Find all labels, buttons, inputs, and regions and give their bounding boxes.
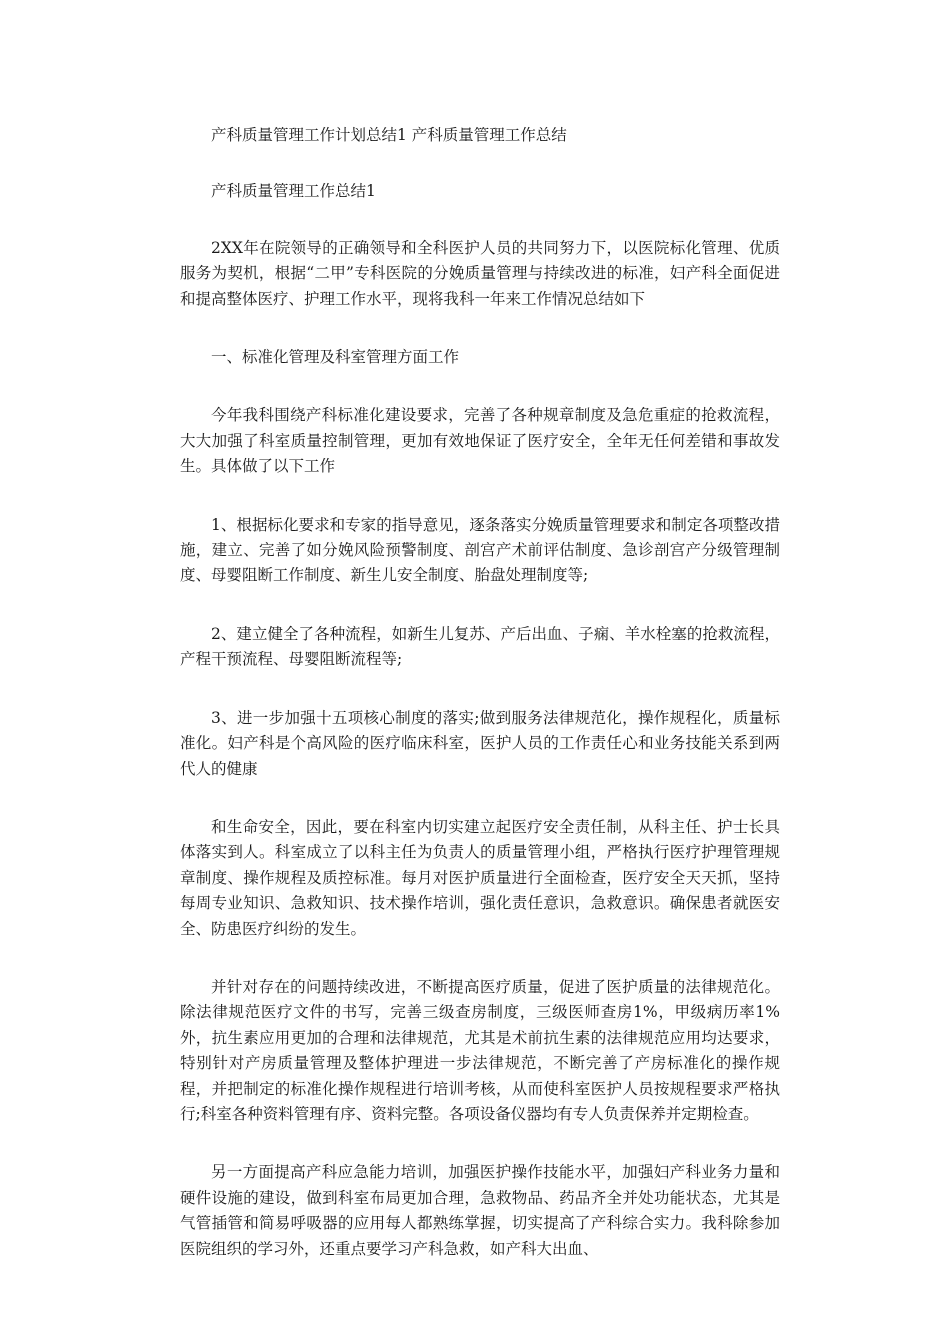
paragraph: 另一方面提高产科应急能力培训，加强医护操作技能水平，加强妇产科业务力量和硬件设施的建设，做到科室布局更加合理，急救物品、药品齐全并处功能状态，尤其是气管插管和简易呼吸器的应用每人都熟练掌握，切实提高了产科综合实力。我科除参加医院组织的学习外，还重点要学习产科急救，如产科大出血、 (180, 1163, 780, 1258)
section-heading-1: 一、标准化管理及科室管理方面工作 (211, 348, 460, 367)
paragraph-intro: 2XX年在院领导的正确领导和全科医护人员的共同努力下，以医院标化管理、优质服务为契机，根据“二甲”专科医院的分娩质量管理与持续改进的标准，妇产科全面促进和提高整体医疗、护理工作水平，现将我科一年来工作情况总结如下 (180, 238, 780, 308)
list-item: 2、建立健全了各种流程，如新生儿复苏、产后出血、子痫、羊水栓塞的抢救流程，产程干预流程、母婴阻断流程等; (180, 624, 780, 669)
paragraph: 今年我科围绕产科标准化建设要求，完善了各种规章制度及急危重症的抢救流程，大大加强了科室质量控制管理，更加有效地保证了医疗安全，全年无任何差错和事故发生。具体做了以下工作 (180, 406, 780, 476)
list-item: 1、根据标化要求和专家的指导意见，逐条落实分娩质量管理要求和制定各项整改措施，建立、完善了如分娩风险预警制度、剖宫产术前评估制度、急诊剖宫产分级管理制度、母婴阻断工作制度、新生儿安全制度、胎盘处理制度等; (180, 515, 780, 585)
list-item: 3、进一步加强十五项核心制度的落实;做到服务法律规范化，操作规程化，质量标准化。妇产科是个高风险的医疗临床科室，医护人员的工作责任心和业务技能关系到两代人的健康 (180, 708, 780, 778)
document-subtitle: 产科质量管理工作总结1 (211, 182, 376, 201)
document-title: 产科质量管理工作计划总结1 产科质量管理工作总结 (211, 126, 567, 144)
paragraph: 并针对存在的问题持续改进，不断提高医疗质量，促进了医护质量的法律规范化。除法律规范医疗文件的书写，完善三级查房制度，三级医师查房1%，甲级病历率1%外，抗生素应用更加的合理和法律规范，尤其是术前抗生素的法律规范应用均达要求，特别针对产房质量管理及整体护理进一步法律规范，不断完善了产房标准化的操作规程，并把制定的标准化操作规程进行培训考核，从而使科室医护人员按规程要求严格执行;科室各种资料管理有序、资料完整。各项设备仪器均有专人负责保养并定期检查。 (180, 977, 780, 1123)
document-page (180, 123, 780, 1295)
paragraph: 和生命安全，因此，要在科室内切实建立起医疗安全责任制，从科主任、护士长具体落实到人。科室成立了以科主任为负责人的质量管理小组，严格执行医疗护理管理规章制度、操作规程及质控标准。每月对医护质量进行全面检查，医疗安全天天抓，坚持每周专业知识、急救知识、技术操作培训，强化责任意识，急救意识。确保患者就医安全、防患医疗纠纷的发生。 (180, 817, 780, 938)
